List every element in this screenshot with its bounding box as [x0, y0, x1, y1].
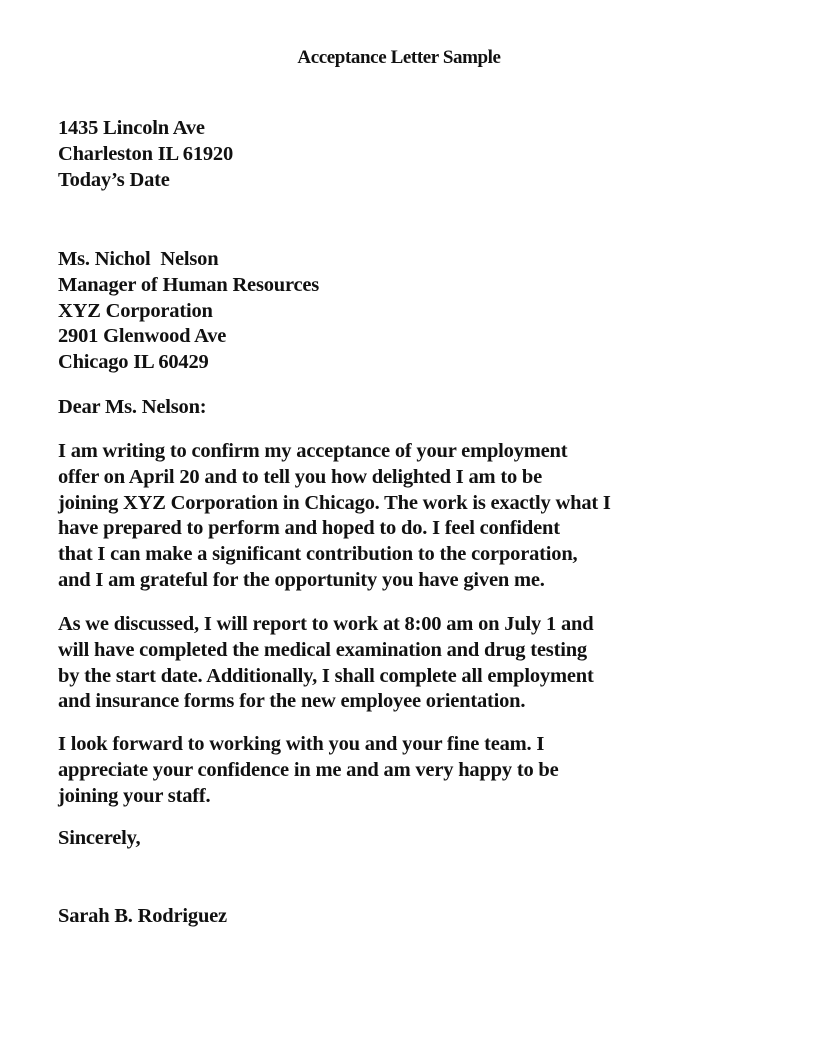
recipient-street: 2901 Glenwood Ave	[58, 325, 227, 348]
letter-date: Today’s Date	[58, 168, 170, 191]
sender-street: 1435 Lincoln Ave	[58, 117, 205, 139]
closing-text: Sincerely,	[58, 827, 141, 849]
recipient-city: Chicago IL 60429	[58, 351, 209, 374]
document-title: Acceptance Letter Sample	[297, 47, 501, 68]
closing	[58, 826, 718, 852]
body-paragraph-2	[58, 612, 718, 715]
paragraph-line: I am writing to confirm my acceptance of your employment	[58, 440, 568, 462]
paragraph-line: I look forward to working with you and your fine team. I	[58, 733, 545, 755]
paragraph-line: offer on April 20 and to tell you how delighted I am to be	[58, 465, 543, 488]
paragraph-line: have prepared to perform and hoped to do. I feel confident	[58, 517, 560, 540]
paragraph-line: appreciate your confidence in me and am very happy to be	[58, 758, 559, 781]
salutation-text: Dear Ms. Nelson:	[58, 396, 207, 418]
paragraph-line: As we discussed, I will report to work at 8:00 am on July 1 and	[58, 613, 594, 635]
signature-name: Sarah B. Rodriguez	[58, 905, 227, 927]
recipient-name: Ms. Nichol Nelson	[58, 248, 219, 270]
paragraph-line: joining XYZ Corporation in Chicago. The work is exactly what I	[58, 491, 611, 514]
recipient-company: XYZ Corporation	[58, 299, 213, 322]
signature	[58, 904, 718, 930]
paragraph-line: and insurance forms for the new employee orientation.	[58, 690, 526, 713]
body-paragraph-3	[58, 732, 718, 809]
sender-address	[58, 116, 718, 193]
salutation	[58, 395, 718, 421]
recipient-address	[58, 247, 718, 376]
recipient-title: Manager of Human Resources	[58, 273, 320, 296]
paragraph-line: joining your staff.	[58, 784, 211, 807]
paragraph-line: and I am grateful for the opportunity you have given me.	[58, 568, 545, 591]
paragraph-line: by the start date. Additionally, I shall complete all employment	[58, 664, 594, 687]
body-paragraph-1	[58, 439, 718, 594]
paragraph-line: that I can make a significant contribution to the corporation,	[58, 543, 578, 566]
paragraph-line: will have completed the medical examination and drug testing	[58, 638, 587, 661]
sender-city: Charleston IL 61920	[58, 142, 234, 165]
